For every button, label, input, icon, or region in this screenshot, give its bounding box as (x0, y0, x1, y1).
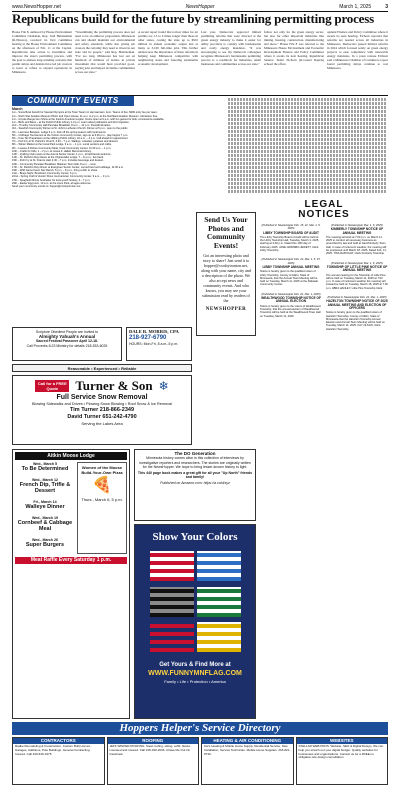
snowflake-icon: ❄ (158, 378, 169, 393)
legal-notice-pub: (Published in NewsHopper Feb. 15, 22, Mar. 1, 8, 2025) (261, 224, 321, 231)
service-description: Radke Remodeling & Construction. Custom Built Homes, Garages, Additions, Pole Buildings, General Contracting. Insured. Call 320-630-1975. (15, 744, 91, 756)
paper-name: NewsHopper (185, 4, 215, 10)
legal-notice-pub: (Published in NewsHopper Mar. 1, 8, 2025) (331, 224, 383, 227)
turner-phone-2[interactable]: David Turner 651-242-4790 (67, 413, 137, 420)
page-number: 3 (385, 4, 388, 10)
send-photos-body: Got an interesting photo and story to share? Just send it to hopper@crosbyironton.net, along with your name, city and a description of the photo. We also accept news and community events. And who knows, you may see your submission read by readers of the (201, 253, 251, 303)
reasonable-strip: Reasonable • Experienced • Reliable (12, 364, 192, 372)
shop-subtitle: Get Yours & Find More at (159, 662, 231, 668)
legal-col-2 (326, 224, 388, 720)
event-item: 17th – St. Patrick's Day Dinner at Evergreen Senior Center, corned beef and cabbage, 11:30 a.m. (12, 165, 124, 169)
book-body: Minnesota history comes alive in this collection of interviews by investigative reporters and researchers. The stories are originally written for the NewsHopper. We hope to bring lesser-known history to light. (139, 456, 251, 469)
event-item: 1st – Coyote Range Gun Show at the Instinct American Legion. Doors open at 9 a.m. with fun games for kids; concessions available. (12, 117, 165, 121)
event-item: 7th – Fish Fry at St. Patrick's Church, 4:30 – 7 p.m. Walleye, coleslaw, potatoes and dessert. (12, 140, 119, 144)
turner-phone-1[interactable]: Tim Turner 218-866-2349 (70, 406, 134, 413)
event-item: 14th – St. Patrick's Day Dance at the Virginia Elks Lodge, 7 – 11 p.m., live band. (12, 156, 104, 160)
legal-notice-title: KIMBERLY TOWNSHIP NOTICE OF ANNUAL MEETING (330, 227, 384, 235)
moose-special (15, 500, 75, 511)
event-item: 5th – Cribbage Tournament at the Cotton Community Center, sign-up at 6:30 p.m., play begins 7 p.m. (12, 133, 129, 137)
event-item: 2nd – Timothy Community Hall Pancake Breakfast, 8 a.m. – 12 p.m. Freewill donation. (12, 124, 112, 128)
legal-notice-pub: (Published in NewsHopper Feb. 22, Mar. 1, 8, 15, 2025) (261, 258, 321, 265)
legal-notice-title: TOWNSHIP OF LITTLE PINE NOTICE OF ANNUAL MEETING (326, 264, 388, 273)
turner-quote: Call for a FREE Quote (35, 380, 69, 392)
aitkin-moose-ad (12, 449, 130, 719)
event-item: 12th – Quilting Club meets at the Aurora Senior Center, 1 p.m., all skill levels welcome. (12, 153, 112, 157)
legal-notice (326, 262, 388, 290)
article-col-2: "Streamlining the permitting process does not need to be an either/or proposition. Minnesota can and should maintain our environmental and safety standards, while also giving job creators the certainty they need to invest in our state and its people," said Rep. Heintzeman. "For too long, Minnesota has lost out on hundreds of millions of dollars in private investment that would have provided good-paying jobs and helped revitalize communities across our state." (75, 30, 135, 74)
service-listing (107, 737, 200, 785)
service-listing (296, 737, 389, 785)
event-item: 4th – Lacrosse Banquet, Lodge 6 p.m. Kick off the spring season with local teams. (12, 130, 107, 134)
event-item: 27th – Spaghetti Dinner fundraiser for local youth hockey, 4 – 7 p.m. (12, 178, 91, 182)
events-month: March (12, 107, 23, 111)
flag-graphic (147, 551, 243, 655)
article-continued-text (228, 98, 386, 193)
moose-specials (15, 462, 75, 554)
shop-url[interactable]: WWW.FUNNYMNFLAG.COM (148, 670, 242, 677)
article-col-1: House File 8, authored by House Environment Committee Chairman, Rep. Josh Heintzeman (R-Nisswa), received its first committee hearing at the House Environment Committee on the afternoon of Feb. 11 at the Capitol. Republicans take action to streamline and improve the state's permitting process, with the goal to address long-standing concerns that permit delays and denials have led job creators to leave or refuse to expand operations in Minnesota. (12, 30, 72, 74)
legal-notice-title: WEALTHWOOD TOWNSHIP NOTICE OF ANNUAL ELECTION (261, 296, 321, 304)
legal-notice-title: LIBBY TOWNSHIP BOARD OF AUDIT (263, 230, 319, 235)
legal-notice-title: LIBBY TOWNSHIP ANNUAL MEETING (262, 264, 320, 269)
legal-notice-pub: (Published in NewsHopper Mar. 1, 8, 2025) (331, 261, 383, 265)
flag-icon (150, 622, 194, 652)
service-description: JEFF WINKER ROOFING. Steel roofing, siding, soffit, fascia. Licensed and insured. Call 218-330-2036. Chase Me Out On Facebook. (109, 744, 191, 756)
turner-name: Turner & Son (75, 378, 153, 393)
issue-date: March 1, 2025 (339, 4, 372, 10)
book-title: The DO Generation (174, 451, 216, 456)
article-col-3: A recent report found that review times for air permits are 1.5 to 6 times longer than those in other states, costing the state up to $910 million in annual economic output and as many as 3,100 full-time jobs. This further underscores the importance of these reforms in helping keep Minnesota competitive with neighboring states and fostering sustainable economic development. (138, 30, 198, 66)
legal-notice (260, 258, 322, 286)
moose-women-date: Thurs., March 6, 5 p.m. (81, 497, 123, 502)
scripture-line-2: Almighty Yahuah's Annual (38, 333, 96, 339)
legal-notice-body: Notice is hereby given to the voters of Wealthwood Township, that the annual election of Wealthwood Township will be held at the Wealthwood Town Hall on Tuesday, March 11, 2025. (260, 304, 321, 318)
moose-special-item: Super Burgers (25, 542, 65, 549)
book-note: This 440 page book makes a great gift for all your "Up North" friends and family! (137, 471, 253, 480)
moose-special-date: Fri., March 14 (33, 499, 57, 504)
moose-special-date: Wed., March 26 (31, 537, 59, 542)
service-category: CONTRACTORS (13, 738, 104, 744)
legal-notice (260, 293, 322, 318)
shop-title: Show Your Colors (152, 531, 238, 543)
community-events-list (12, 107, 223, 322)
moose-special-date: Wed., March 19 (31, 515, 59, 520)
morris-name: DALE R. MORRIS, CPA (129, 329, 179, 334)
event-item: 10th – Crafts for Kids, 1 – 2 p.m. at Jessie F. Hallett Memorial Library. (12, 149, 92, 153)
site-url[interactable]: www.NewsHopper.net (12, 4, 61, 10)
flag-icon (150, 551, 194, 581)
legal-notice-pub: (Published in NewsHopper Feb. 22, Mar. 1, 2025) (261, 292, 321, 296)
book-link[interactable]: Published on Amazon.com: https://a.co/d/xyz (160, 480, 230, 485)
service-listing (12, 737, 105, 785)
moose-special-item: Walleye Dinner (25, 504, 65, 511)
scripture-line-3: Sacred Festival Passover April 12-18. (36, 339, 98, 343)
event-item: 1st – Snow Bowl benefit for Special Olympics at the Town Tavern in Hermantown, 1pm. Teams of five, $300 entry fee per team. (12, 111, 158, 115)
service-category: ROOFING (108, 738, 199, 744)
event-item: 21st – Bingo Night, Brookston Community Center, 6 p.m. (12, 172, 78, 176)
event-item: 19th – Wild Game Feed, Sax Ranch, 5 p.m. – 8 p.m., bring a dish to share. (12, 169, 98, 173)
legal-col-1 (260, 224, 322, 720)
service-category: WEBSITES (297, 738, 388, 744)
legal-banner-top: LEGAL (304, 199, 344, 210)
community-events-banner: COMMUNITY EVENTS (12, 96, 134, 106)
event-item: 16th – Community Pancake Breakfast, Makinen Town Hall, 8 a.m. – noon. (12, 162, 97, 166)
moose-name: Aitkin Moose Lodge (15, 452, 127, 460)
article-col-5: follow not only for the green energy sector, but also for other important industries like mining, housing, construction, manufacturing and more." House File 8 was referred to the Minnesota House Environment and Economic Development Finance and Policy Committee where it awaits its next hearing. Republican Senator Justin Eichorn (R-Grand Rapids) echoed the effort. (264, 30, 324, 66)
service-category: HEATING & AIR CONDITIONING (202, 738, 293, 744)
legal-notice-body: The Libby Township Board of Audit will be held at the Libby Township Hall, Tuesday, March 4, 2025, starting at 4:00 p.m. Dated this 10th day of February 2025. JANE GRIMSBO-JEWETT, Clerk Libby Township (260, 235, 320, 253)
article-continued (228, 98, 386, 196)
moose-special-item: To Be Determined (21, 466, 69, 473)
service-description: Kel's Heating & Mobile Home Supply. Residential Service, New Installation, Service Technician. Mobile Home Supplies. 218-821-9730. (204, 744, 291, 756)
moose-special (15, 478, 75, 495)
legal-notice-body: The annual meeting for the Township of Little Pine will be held on Tuesday, March 11, 2025 at 7:00 p.m. In case of inclement weather the meeting will instead be held on Tuesday, March 18, 2025 at 7:00 p.m. ABRA HANLEY, Little Pine Township Clerk (326, 273, 388, 290)
article-col-4: Last year, Democrats approved limited permitting reforms that were directed at the green energy industry to make it easier for utility providers to comply with burdensome and costly energy mandates. "It was encouraging to see my Democrat colleagues recognize Minnesota's burdensome permitting process is a roadblock for industries, small businesses and communities across our state." (201, 30, 261, 66)
newshopper-logo: NEWSHOPPER (205, 307, 247, 312)
moose-special (15, 538, 75, 549)
moose-special-date: Wed., March 12 (31, 477, 59, 482)
flag-shop-ad (134, 524, 256, 719)
turner-son-ad (12, 375, 192, 445)
legal-notice (260, 224, 322, 252)
legal-notice (326, 296, 388, 331)
moose-special-item: Cornbeef & Cabbage Meal (17, 519, 73, 533)
book-ad (134, 449, 256, 521)
legal-notice-body: The meeting will start at 7:00 p.m. on March 11, 2025 to conduct all necessary business as prescribed by law and held at Glen/Kimberly Town Hall. In case of inclement weather, the meeting will be postponed until March 18, 2025. Dated Feb. 14, 2025. TINA RAPOGHT, Clerk Kimberly Township (326, 235, 387, 256)
article-headline: Republicans build for the future by streamlining permitting process (12, 11, 374, 26)
legal-notice-pub: (Published in NewsHopper Feb. 22, Mar. 1, 2025) (327, 296, 387, 300)
moose-special-date: Wed., March 5 (32, 462, 58, 466)
scripture-line-4: Call Proverbs 6:23 Ministry for details 218-533-6029 (26, 343, 108, 348)
legal-notice (326, 224, 388, 256)
moose-special (15, 462, 75, 473)
moose-special-item: French Dip, Trifle & Dessert (19, 481, 71, 495)
event-item: 8th – Winter Market at the Canal Park Lodge, 9 a.m. – 1 p.m. Local vendors and crafts. (12, 143, 112, 147)
send-photos-box (196, 212, 256, 336)
turner-area: Serving the Lakes Area (81, 420, 123, 426)
pizza-icon: 🍕 (92, 477, 112, 494)
turner-detail: Blowing Sidewalks and Drives • Plowing Snow Blowing • Roof Snow & Ice Removal (31, 402, 173, 406)
moose-women-box (77, 462, 127, 554)
service-description: STELLAR WEB PROS. Website, SEO & Digital Design. We can help you stretch out your digital budget. Quality websites for businesses and organizations. Contact us for a FREE no obligation site design consultation. (298, 744, 384, 760)
service-directory-banner: Hoppers Helper's Service Directory (12, 722, 388, 735)
event-item: 22nd – Spring Craft & Vendor Show, Hermantown Community Center, 9 a.m. – 3 p.m. (12, 175, 111, 179)
event-item: 1st – North Star Aviation Museum Pilots' and Open House, 11 a.m. to 2 p.m. at the Northland Aviation Museum. Admission free. (12, 114, 158, 118)
send-photos-title: Send Us Your Photos and Community Events! (204, 215, 248, 250)
morris-hours: HOURS: Mon-Fri, 8 a.m.-5 p.m. (129, 341, 179, 346)
event-item: 9th – Loaves & Fishes Community Meal, Cook Community Center, 11:30 a.m. – 1 p.m. (12, 146, 112, 150)
morris-phone: 218-927-6790 (129, 334, 167, 341)
flag-icon (197, 587, 241, 617)
scripture-line-1: Scripture Obedient People are Invited to (35, 330, 99, 334)
event-item: 3rd – Swedish Community Dinner at St. John's Lutheran Church. Dinner at 5 p.m., open to the public. (12, 127, 129, 131)
morris-cpa-ad (126, 327, 192, 361)
legal-notices-banner (260, 200, 388, 222)
turner-service: Full Service Snow Removal (56, 394, 148, 401)
legal-notice-body: Notice is hereby given to the qualified voters of Hazelton Township, County of Aitkin, State of Minnesota that the Hazelton Township Annual Election and Annual Town Meeting will be held on Tuesday, March 11, 2025. KAY OLSON, Clerk Hazelton Township (326, 311, 385, 331)
service-directory (12, 737, 388, 785)
event-item: 1st – Birds and Bees – at the Duluth Public Library 1-3 p.m. Learn about pollinators and bird migration. (12, 121, 130, 125)
legal-notice-body: Notice is hereby given to the qualified voters of Libby Township, County of Aitkin, State of Minnesota, that the Annual Town Meeting will be held on Tuesday, March 11, 2025 at the Palisade Community Center. (260, 270, 319, 287)
legal-banner-bottom: NOTICES (298, 209, 350, 220)
article-col-6: opment Finance and Policy Committee where it awaits its next hearing. Eichorn reported that reforms are needed across all industries in Minnesota. Democrats passed limited reforms in 2024 which focused solely on green energy projects to ease compliance with renewable energy mandates. In a press release Eichorn said a Minnesota Chamber of Commerce report found permitting delays continue to cost Minnesota. (327, 30, 388, 70)
moose-raffle: Meat Raffle Every Saturday 1 p.m. (15, 557, 127, 564)
service-listing (201, 737, 294, 785)
event-item: 15th – Fish Fry at St. Francis Hall, 4:30 – 7 p.m. Includes beverage and dessert. (12, 159, 104, 163)
legal-notice-title: HAZELTON TOWNSHIP NOTICE OF 2025 ANNUAL MEETING AND ELECTION OF OFFICERS (326, 299, 388, 310)
events-items (12, 111, 223, 188)
shop-tagline: Family • Life • Protection • America (164, 679, 226, 684)
moose-special (15, 516, 75, 533)
flag-icon (197, 551, 241, 581)
flag-icon (150, 587, 194, 617)
moose-women-title: Women of the Moose Build-Your-Own Pizza (81, 465, 123, 475)
flag-icon (197, 622, 241, 652)
event-item: 29th – Easter Egg Hunt, 10 a.m. at the Lions Park, all ages welcome. (12, 181, 92, 185)
scripture-ad (12, 327, 122, 361)
event-item: 6th – Free Tax Preparation at the Hibbing Public Library, 10 a.m. – 2 p.m. Call ahead for appointment. (12, 137, 129, 141)
event-item: Send your community events to: hopper@crosbyironton.net (12, 185, 81, 189)
